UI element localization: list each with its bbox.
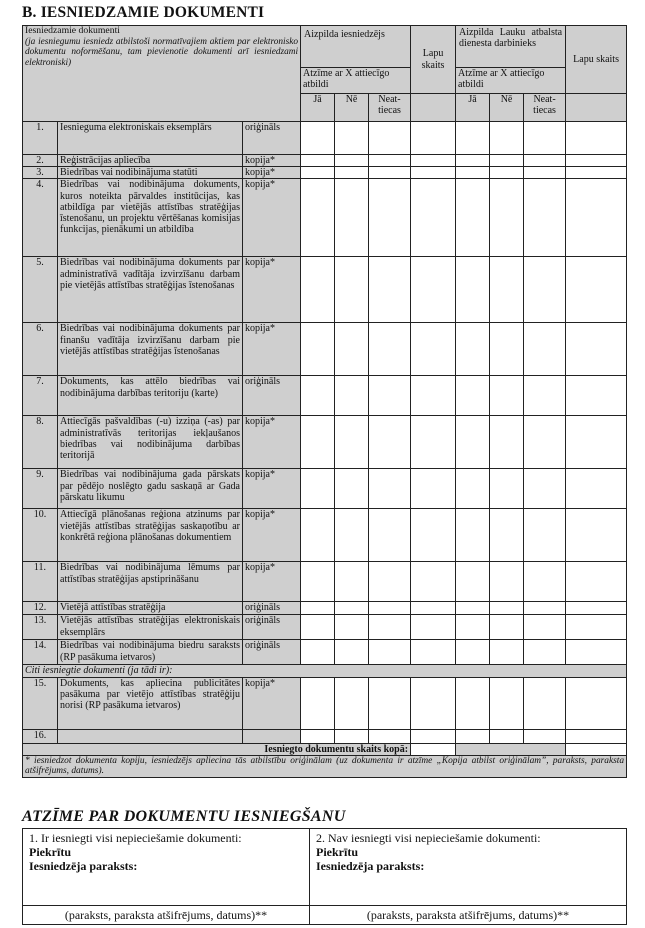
docs-header-note: (ja iesniegumu iesniedz atbilstoši normatīvajiem aktiem par elektronisko dokumentu noformēšanu, tam pievienotie dokumenti arī iesniedzami elektroniski): [25, 36, 299, 68]
employee-yes-cell[interactable]: [456, 416, 490, 469]
employee-na-cell[interactable]: [524, 615, 566, 640]
employee-mark-label: Atzīme ar X attiecīgo atbildi: [456, 68, 566, 94]
employee-pages-header: Lapu skaits: [566, 26, 627, 94]
document-kind: kopija*: [243, 257, 301, 323]
footnote: * iesniedzot dokumenta kopiju, iesniedzējs apliecina tās atbilstību oriģinālam (uz dokumenta ir atzīme „Kopija atbilst oriģinālam”, paraksts, paraksta atšifrējums, datums).: [23, 755, 627, 777]
applicant-pages-cell[interactable]: [411, 640, 456, 665]
submission-row: [23, 829, 627, 906]
missing-docs-cell: [310, 829, 627, 906]
applicant-pages-cell[interactable]: [411, 416, 456, 469]
applicant-yes-cell[interactable]: [301, 167, 335, 179]
employee-pages-cell[interactable]: [566, 179, 627, 257]
all-docs-signature-label: Iesniedzēja paraksts:: [29, 859, 138, 873]
applicant-no-cell[interactable]: [335, 179, 369, 257]
employee-no-cell[interactable]: [490, 602, 524, 615]
applicant-no-cell[interactable]: [335, 509, 369, 562]
applicant-yes-cell[interactable]: [301, 509, 335, 562]
employee-no-cell[interactable]: [490, 469, 524, 509]
employee-pages-cell[interactable]: [566, 167, 627, 179]
applicant-yes-cell[interactable]: [301, 640, 335, 665]
applicant-pages-cell[interactable]: [411, 167, 456, 179]
document-kind: kopija*: [243, 562, 301, 602]
table-row: [23, 122, 627, 155]
missing-docs-heading: 2. Nav iesniegti visi nepieciešamie dokumenti:: [316, 831, 541, 845]
document-name: Biedrības vai nodibinājuma statūti: [58, 167, 243, 179]
employee-na-cell[interactable]: [524, 640, 566, 665]
other-docs-label: Citi iesniegtie dokumenti (ja tādi ir):: [23, 665, 627, 677]
table-row: [23, 155, 627, 167]
employee-yes-cell[interactable]: [456, 469, 490, 509]
applicant-na-cell[interactable]: [369, 376, 411, 416]
applicant-yes-cell[interactable]: [301, 323, 335, 376]
applicant-na-cell[interactable]: [369, 602, 411, 615]
employee-pages-cell[interactable]: [566, 416, 627, 469]
applicant-pages-cell[interactable]: [411, 469, 456, 509]
applicant-na-cell[interactable]: [369, 122, 411, 155]
employee-no-cell[interactable]: [490, 615, 524, 640]
applicant-pages-cell[interactable]: [411, 376, 456, 416]
applicant-pages-cell[interactable]: [411, 122, 456, 155]
employee-no-cell[interactable]: [490, 562, 524, 602]
table-row: [23, 509, 627, 562]
row-number: 6.: [23, 323, 58, 376]
row-number: 4.: [23, 179, 58, 257]
applicant-na-cell[interactable]: [369, 562, 411, 602]
employee-na-cell[interactable]: [524, 179, 566, 257]
document-kind: kopija*: [243, 155, 301, 167]
employee-yes-cell[interactable]: [456, 729, 490, 743]
table-row: [23, 376, 627, 416]
document-kind: oriģināls: [243, 640, 301, 665]
employee-pages-cell[interactable]: [566, 640, 627, 665]
employee-na-header: Neat-tiecas: [524, 94, 566, 122]
table-row: [23, 615, 627, 640]
applicant-yes-cell[interactable]: [301, 257, 335, 323]
docs-header-title: Iesniedzamie dokumenti: [25, 25, 120, 36]
employee-pages-cell[interactable]: [566, 562, 627, 602]
applicant-pages-cell[interactable]: [411, 677, 456, 729]
employee-no-cell[interactable]: [490, 729, 524, 743]
documents-table: [22, 25, 627, 778]
applicant-no-cell[interactable]: [335, 376, 369, 416]
section-b-title: B. IESNIEDZAMIE DOKUMENTI: [22, 4, 265, 21]
applicant-na-cell[interactable]: [369, 179, 411, 257]
employee-pages-cell[interactable]: [566, 469, 627, 509]
all-docs-cell: [23, 829, 310, 906]
applicant-no-cell[interactable]: [335, 416, 369, 469]
employee-yes-cell[interactable]: [456, 509, 490, 562]
document-name: Biedrības vai nodibinājuma dokuments par finanšu vadītāja izvirzīšanu darbam pie vietējās attīstības stratēģijas īstenošanas: [58, 323, 243, 376]
applicant-yes-cell[interactable]: [301, 602, 335, 615]
applicant-no-cell[interactable]: [335, 155, 369, 167]
employee-yes-cell[interactable]: [456, 640, 490, 665]
row-number: 8.: [23, 416, 58, 469]
table-row: [23, 729, 627, 743]
document-kind: kopija*: [243, 509, 301, 562]
applicant-yes-cell[interactable]: [301, 729, 335, 743]
employee-no-cell[interactable]: [490, 122, 524, 155]
applicant-no-cell[interactable]: [335, 615, 369, 640]
employee-pages-cell[interactable]: [566, 257, 627, 323]
document-kind: kopija*: [243, 323, 301, 376]
applicant-pages-cell[interactable]: [411, 155, 456, 167]
applicant-pages-empty: [411, 94, 456, 122]
employee-no-cell[interactable]: [490, 677, 524, 729]
footnote-row: [23, 755, 627, 777]
missing-docs-caption: (paraksts, paraksta atšifrējums, datums)**: [310, 906, 627, 925]
document-kind: oriģināls: [243, 376, 301, 416]
document-name: Reģistrācijas apliecība: [58, 155, 243, 167]
header-row-1: [23, 26, 627, 68]
applicant-no-cell[interactable]: [335, 323, 369, 376]
employee-na-cell[interactable]: [524, 509, 566, 562]
employee-yes-cell[interactable]: [456, 602, 490, 615]
row-number: 10.: [23, 509, 58, 562]
applicant-no-cell[interactable]: [335, 729, 369, 743]
employee-no-cell[interactable]: [490, 509, 524, 562]
table-row: [23, 562, 627, 602]
applicant-pages-cell[interactable]: [411, 615, 456, 640]
employee-pages-cell[interactable]: [566, 376, 627, 416]
employee-no-header: Nē: [490, 94, 524, 122]
table-row: [23, 640, 627, 665]
employee-na-cell[interactable]: [524, 602, 566, 615]
employee-pages-cell[interactable]: [566, 677, 627, 729]
applicant-yes-cell[interactable]: [301, 376, 335, 416]
applicant-na-cell[interactable]: [369, 729, 411, 743]
employee-na-cell[interactable]: [524, 562, 566, 602]
employee-na-cell[interactable]: [524, 376, 566, 416]
applicant-na-cell[interactable]: [369, 257, 411, 323]
applicant-fill-label: Aizpilda iesniedzējs: [304, 29, 385, 40]
employee-yes-cell[interactable]: [456, 323, 490, 376]
submission-table: [22, 828, 627, 925]
document-kind: [243, 729, 301, 743]
document-name: Vietējā attīstības stratēģija: [58, 602, 243, 615]
total-empty-gray: [456, 743, 566, 755]
document-name: Vietējās attīstības stratēģijas elektroniskais eksemplārs: [58, 615, 243, 640]
document-name: Attiecīgās pašvaldības (-u) izziņa (-as) par administratīvās teritorijas iekļaušanos biedrības vai nodibinājuma darbības teritorijā: [58, 416, 243, 469]
employee-no-cell[interactable]: [490, 376, 524, 416]
applicant-total-pages-cell[interactable]: [411, 743, 456, 755]
row-number: 12.: [23, 602, 58, 615]
document-name: [58, 729, 243, 743]
document-name: Iesnieguma elektroniskais eksemplārs: [58, 122, 243, 155]
employee-pages-cell[interactable]: [566, 615, 627, 640]
employee-no-cell[interactable]: [490, 179, 524, 257]
total-row: [23, 743, 627, 755]
employee-na-cell[interactable]: [524, 167, 566, 179]
employee-yes-cell[interactable]: [456, 179, 490, 257]
applicant-na-cell[interactable]: [369, 167, 411, 179]
document-kind: oriģināls: [243, 602, 301, 615]
applicant-no-cell[interactable]: [335, 469, 369, 509]
applicant-na-header: Neat-tiecas: [369, 94, 411, 122]
applicant-pages-cell[interactable]: [411, 323, 456, 376]
applicant-fill-cell: [301, 26, 411, 68]
row-number: 1.: [23, 122, 58, 155]
applicant-pages-cell[interactable]: [411, 509, 456, 562]
table-row: [23, 677, 627, 729]
all-docs-heading: 1. Ir iesniegti visi nepieciešamie dokumenti:: [29, 831, 242, 845]
document-kind: kopija*: [243, 677, 301, 729]
table-row: [23, 179, 627, 257]
employee-yes-cell[interactable]: [456, 167, 490, 179]
applicant-na-cell[interactable]: [369, 509, 411, 562]
applicant-no-cell[interactable]: [335, 167, 369, 179]
missing-docs-signature-label: Iesniedzēja paraksts:: [316, 859, 425, 873]
applicant-na-cell[interactable]: [369, 416, 411, 469]
applicant-no-header: Nē: [335, 94, 369, 122]
employee-no-cell[interactable]: [490, 416, 524, 469]
row-number: 13.: [23, 615, 58, 640]
applicant-pages-cell[interactable]: [411, 179, 456, 257]
atzime-title: ATZĪME PAR DOKUMENTU IESNIEGŠANU: [22, 808, 346, 825]
employee-no-cell[interactable]: [490, 257, 524, 323]
employee-total-pages-cell[interactable]: [566, 743, 627, 755]
employee-na-cell[interactable]: [524, 416, 566, 469]
all-docs-caption: (paraksts, paraksta atšifrējums, datums)**: [23, 906, 310, 925]
applicant-pages-cell[interactable]: [411, 257, 456, 323]
docs-header-cell: [23, 26, 301, 122]
row-number: 11.: [23, 562, 58, 602]
employee-no-cell[interactable]: [490, 323, 524, 376]
applicant-yes-header: Jā: [301, 94, 335, 122]
employee-yes-cell[interactable]: [456, 615, 490, 640]
employee-fill-label: Aizpilda Lauku atbalsta dienesta darbinieks: [456, 26, 566, 68]
table-row: [23, 167, 627, 179]
applicant-no-cell[interactable]: [335, 602, 369, 615]
applicant-no-cell[interactable]: [335, 640, 369, 665]
applicant-na-cell[interactable]: [369, 155, 411, 167]
document-kind: oriģināls: [243, 615, 301, 640]
document-kind: oriģināls: [243, 122, 301, 155]
table-row: [23, 416, 627, 469]
document-name: Biedrības vai nodibinājuma dokuments par administratīvā vadītāja izvirzīšanu darbam pie vietējās attīstības stratēģijas īstenošanas: [58, 257, 243, 323]
applicant-na-cell[interactable]: [369, 615, 411, 640]
row-number: 3.: [23, 167, 58, 179]
employee-yes-cell[interactable]: [456, 122, 490, 155]
document-name: Dokuments, kas attēlo biedrības vai nodibinājuma darbības teritoriju (karte): [58, 376, 243, 416]
table-row: [23, 257, 627, 323]
row-number: 5.: [23, 257, 58, 323]
employee-yes-cell[interactable]: [456, 562, 490, 602]
document-kind: kopija*: [243, 469, 301, 509]
applicant-yes-cell[interactable]: [301, 677, 335, 729]
employee-no-cell[interactable]: [490, 640, 524, 665]
row-number: 14.: [23, 640, 58, 665]
employee-na-cell[interactable]: [524, 257, 566, 323]
employee-yes-cell[interactable]: [456, 376, 490, 416]
employee-pages-cell[interactable]: [566, 122, 627, 155]
applicant-yes-cell[interactable]: [301, 469, 335, 509]
applicant-pages-cell[interactable]: [411, 729, 456, 743]
employee-na-cell[interactable]: [524, 677, 566, 729]
document-kind: kopija*: [243, 167, 301, 179]
applicant-no-cell[interactable]: [335, 562, 369, 602]
applicant-yes-cell[interactable]: [301, 615, 335, 640]
employee-yes-cell[interactable]: [456, 257, 490, 323]
employee-yes-header: Jā: [456, 94, 490, 122]
applicant-mark-label: Atzīme ar X attiecīgo atbildi: [301, 68, 411, 94]
employee-pages-cell[interactable]: [566, 509, 627, 562]
applicant-pages-cell[interactable]: [411, 562, 456, 602]
applicant-yes-cell[interactable]: [301, 416, 335, 469]
applicant-pages-cell[interactable]: [411, 602, 456, 615]
table-row: [23, 323, 627, 376]
document-name: Biedrības vai nodibinājuma lēmums par attīstības stratēģijas apstiprināšanu: [58, 562, 243, 602]
all-docs-agree: Piekrītu: [29, 845, 71, 859]
caption-row: [23, 906, 627, 925]
other-docs-row: [23, 665, 627, 677]
employee-no-cell[interactable]: [490, 155, 524, 167]
document-kind: kopija*: [243, 416, 301, 469]
employee-pages-cell[interactable]: [566, 323, 627, 376]
employee-pages-cell[interactable]: [566, 155, 627, 167]
applicant-yes-cell[interactable]: [301, 122, 335, 155]
total-label: Iesniegto dokumentu skaits kopā:: [23, 743, 411, 755]
applicant-na-cell[interactable]: [369, 469, 411, 509]
applicant-na-cell[interactable]: [369, 677, 411, 729]
applicant-yes-cell[interactable]: [301, 155, 335, 167]
employee-pages-empty: [566, 94, 627, 122]
document-name: Biedrības vai nodibinājuma gada pārskats par pēdējo noslēgto gadu saskaņā ar Gada pārskatu likumu: [58, 469, 243, 509]
table-row: [23, 469, 627, 509]
applicant-no-cell[interactable]: [335, 677, 369, 729]
employee-pages-cell[interactable]: [566, 602, 627, 615]
employee-na-cell[interactable]: [524, 155, 566, 167]
document-name: Biedrības vai nodibinājuma biedru saraksts (RP pasākuma ietvaros): [58, 640, 243, 665]
applicant-na-cell[interactable]: [369, 323, 411, 376]
row-number: 15.: [23, 677, 58, 729]
table-row: [23, 602, 627, 615]
missing-docs-agree: Piekrītu: [316, 845, 358, 859]
row-number: 9.: [23, 469, 58, 509]
employee-yes-cell[interactable]: [456, 155, 490, 167]
employee-pages-cell[interactable]: [566, 729, 627, 743]
row-number: 2.: [23, 155, 58, 167]
employee-na-cell[interactable]: [524, 729, 566, 743]
applicant-no-cell[interactable]: [335, 257, 369, 323]
employee-no-cell[interactable]: [490, 167, 524, 179]
row-number: 16.: [23, 729, 58, 743]
employee-yes-cell[interactable]: [456, 677, 490, 729]
document-name: Biedrības vai nodibinājuma dokuments, kuros noteikta pārvaldes institūcijas, kas atbildīga par vietējās attīstības stratēģijas īstenošanu, un projektu vērtēšanas komisijas funkcijas, pienākumi un atbildība: [58, 179, 243, 257]
document-kind: kopija*: [243, 179, 301, 257]
applicant-no-cell[interactable]: [335, 122, 369, 155]
document-name: Attiecīgā plānošanas reģiona atzinums par vietējās attīstības stratēģijas saskaņotību ar konkrētā reģiona plānošanas dokumentiem: [58, 509, 243, 562]
applicant-yes-cell[interactable]: [301, 179, 335, 257]
employee-na-cell[interactable]: [524, 122, 566, 155]
applicant-yes-cell[interactable]: [301, 562, 335, 602]
document-name: Dokuments, kas apliecina publicitātes pasākuma par vietējo attīstības stratēģiju norisi (RP pasākuma ietvaros): [58, 677, 243, 729]
employee-na-cell[interactable]: [524, 469, 566, 509]
row-number: 7.: [23, 376, 58, 416]
employee-na-cell[interactable]: [524, 323, 566, 376]
applicant-na-cell[interactable]: [369, 640, 411, 665]
applicant-pages-header: Lapu skaits: [411, 26, 456, 94]
